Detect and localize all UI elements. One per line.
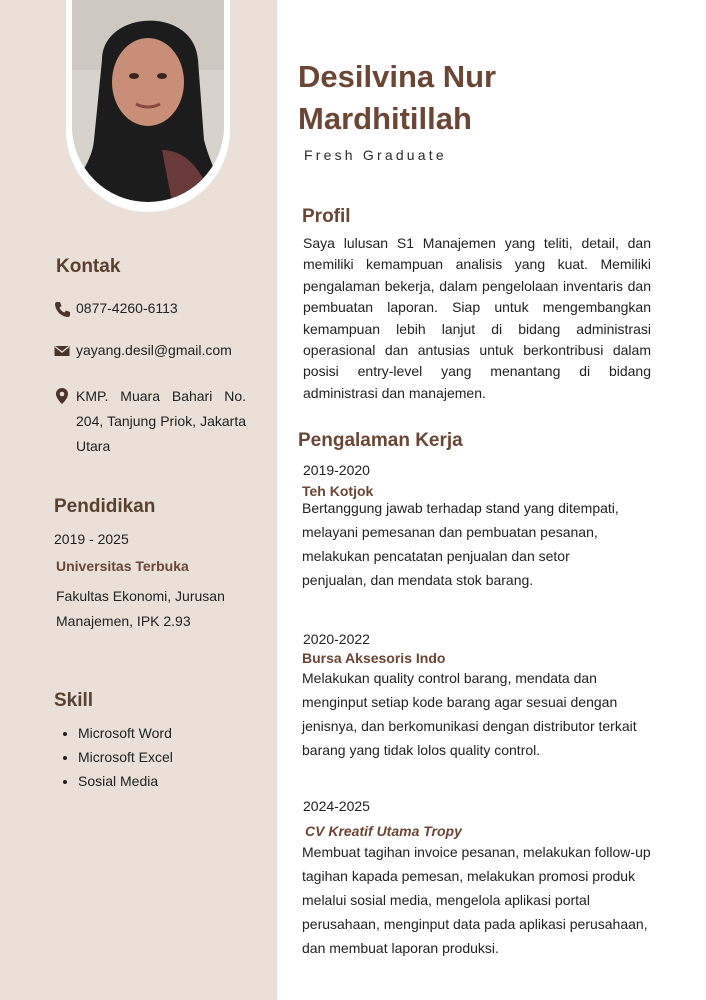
education-heading: Pendidikan <box>54 496 156 517</box>
phone-icon <box>54 300 70 318</box>
job-years: 2024-2025 <box>303 798 370 814</box>
contact-heading: Kontak <box>56 256 121 277</box>
mail-icon <box>54 342 70 360</box>
job-description: Melakukan quality control barang, mendata dan menginput setiap kode barang agar sesuai dengan jenisnya, dan berkomunikasi dengan distributor terkait barang yang tidak lolos quality control. <box>302 670 637 758</box>
skills-heading: Skill <box>54 690 94 711</box>
skill-item: • Microsoft Word <box>78 721 173 745</box>
profile-text: Saya lulusan S1 Manajemen yang teliti, detail, dan memiliki kemampuan analisis yang kuat. Memiliki pengalaman bekerja, dalam pengelolaan inventaris dan pembuatan laporan. Siap untuk mengembangkan kemampuan lebih lanjut di bidang administrasi operasional dan antusias untuk berkontribusi dalam posisi entry-level yang menantang di bidang administrasi dan manajemen. <box>303 235 651 401</box>
phone-text: 0877-4260-6113 <box>76 300 178 316</box>
profile-photo <box>72 0 224 202</box>
job-company: Teh Kotjok <box>302 483 374 499</box>
contact-email[interactable] <box>54 342 232 360</box>
education-school: Universitas Terbuka <box>56 558 189 574</box>
job-years: 2019-2020 <box>303 462 370 478</box>
profile-heading: Profil <box>302 206 351 227</box>
contact-address <box>54 384 246 459</box>
education-years: 2019 - 2025 <box>54 531 129 547</box>
experience-heading: Pengalaman Kerja <box>298 430 463 451</box>
job-company: Bursa Aksesoris Indo <box>302 650 446 666</box>
skill-item: • Sosial Media <box>78 769 173 793</box>
education-details: Fakultas Ekonomi, Jurusan Manajemen, IPK 2.93 <box>56 588 225 629</box>
location-pin-icon <box>54 387 70 405</box>
candidate-name: Desilvina Nur Mardhitillah <box>298 59 497 136</box>
job-description: Bertanggung jawab terhadap stand yang ditempati, melayani pemesanan dan pembuatan pesanan, melakukan pencatatan penjualan dan setor penjualan, dan mendata stok barang. <box>302 500 619 588</box>
email-text: yayang.desil@gmail.com <box>76 342 232 358</box>
job-company: CV Kreatif Utama Tropy <box>305 823 462 839</box>
contact-phone[interactable] <box>54 300 178 318</box>
candidate-subtitle: Fresh Graduate <box>304 147 447 163</box>
skill-item: • Microsoft Excel <box>78 745 173 769</box>
job-years: 2020-2022 <box>303 631 370 647</box>
address-text: KMP. Muara Bahari No. 204, Tanjung Priok, Jakarta Utara <box>76 388 246 454</box>
job-description: Membuat tagihan invoice pesanan, melakukan follow-up tagihan kapada pemesan, melakukan promosi produk melalui sosial media, mengelola aplikasi portal perusahaan, menginput data pada aplikasi perusahaan, dan membuat laporan produksi. <box>302 844 651 956</box>
skills-list <box>58 721 173 793</box>
